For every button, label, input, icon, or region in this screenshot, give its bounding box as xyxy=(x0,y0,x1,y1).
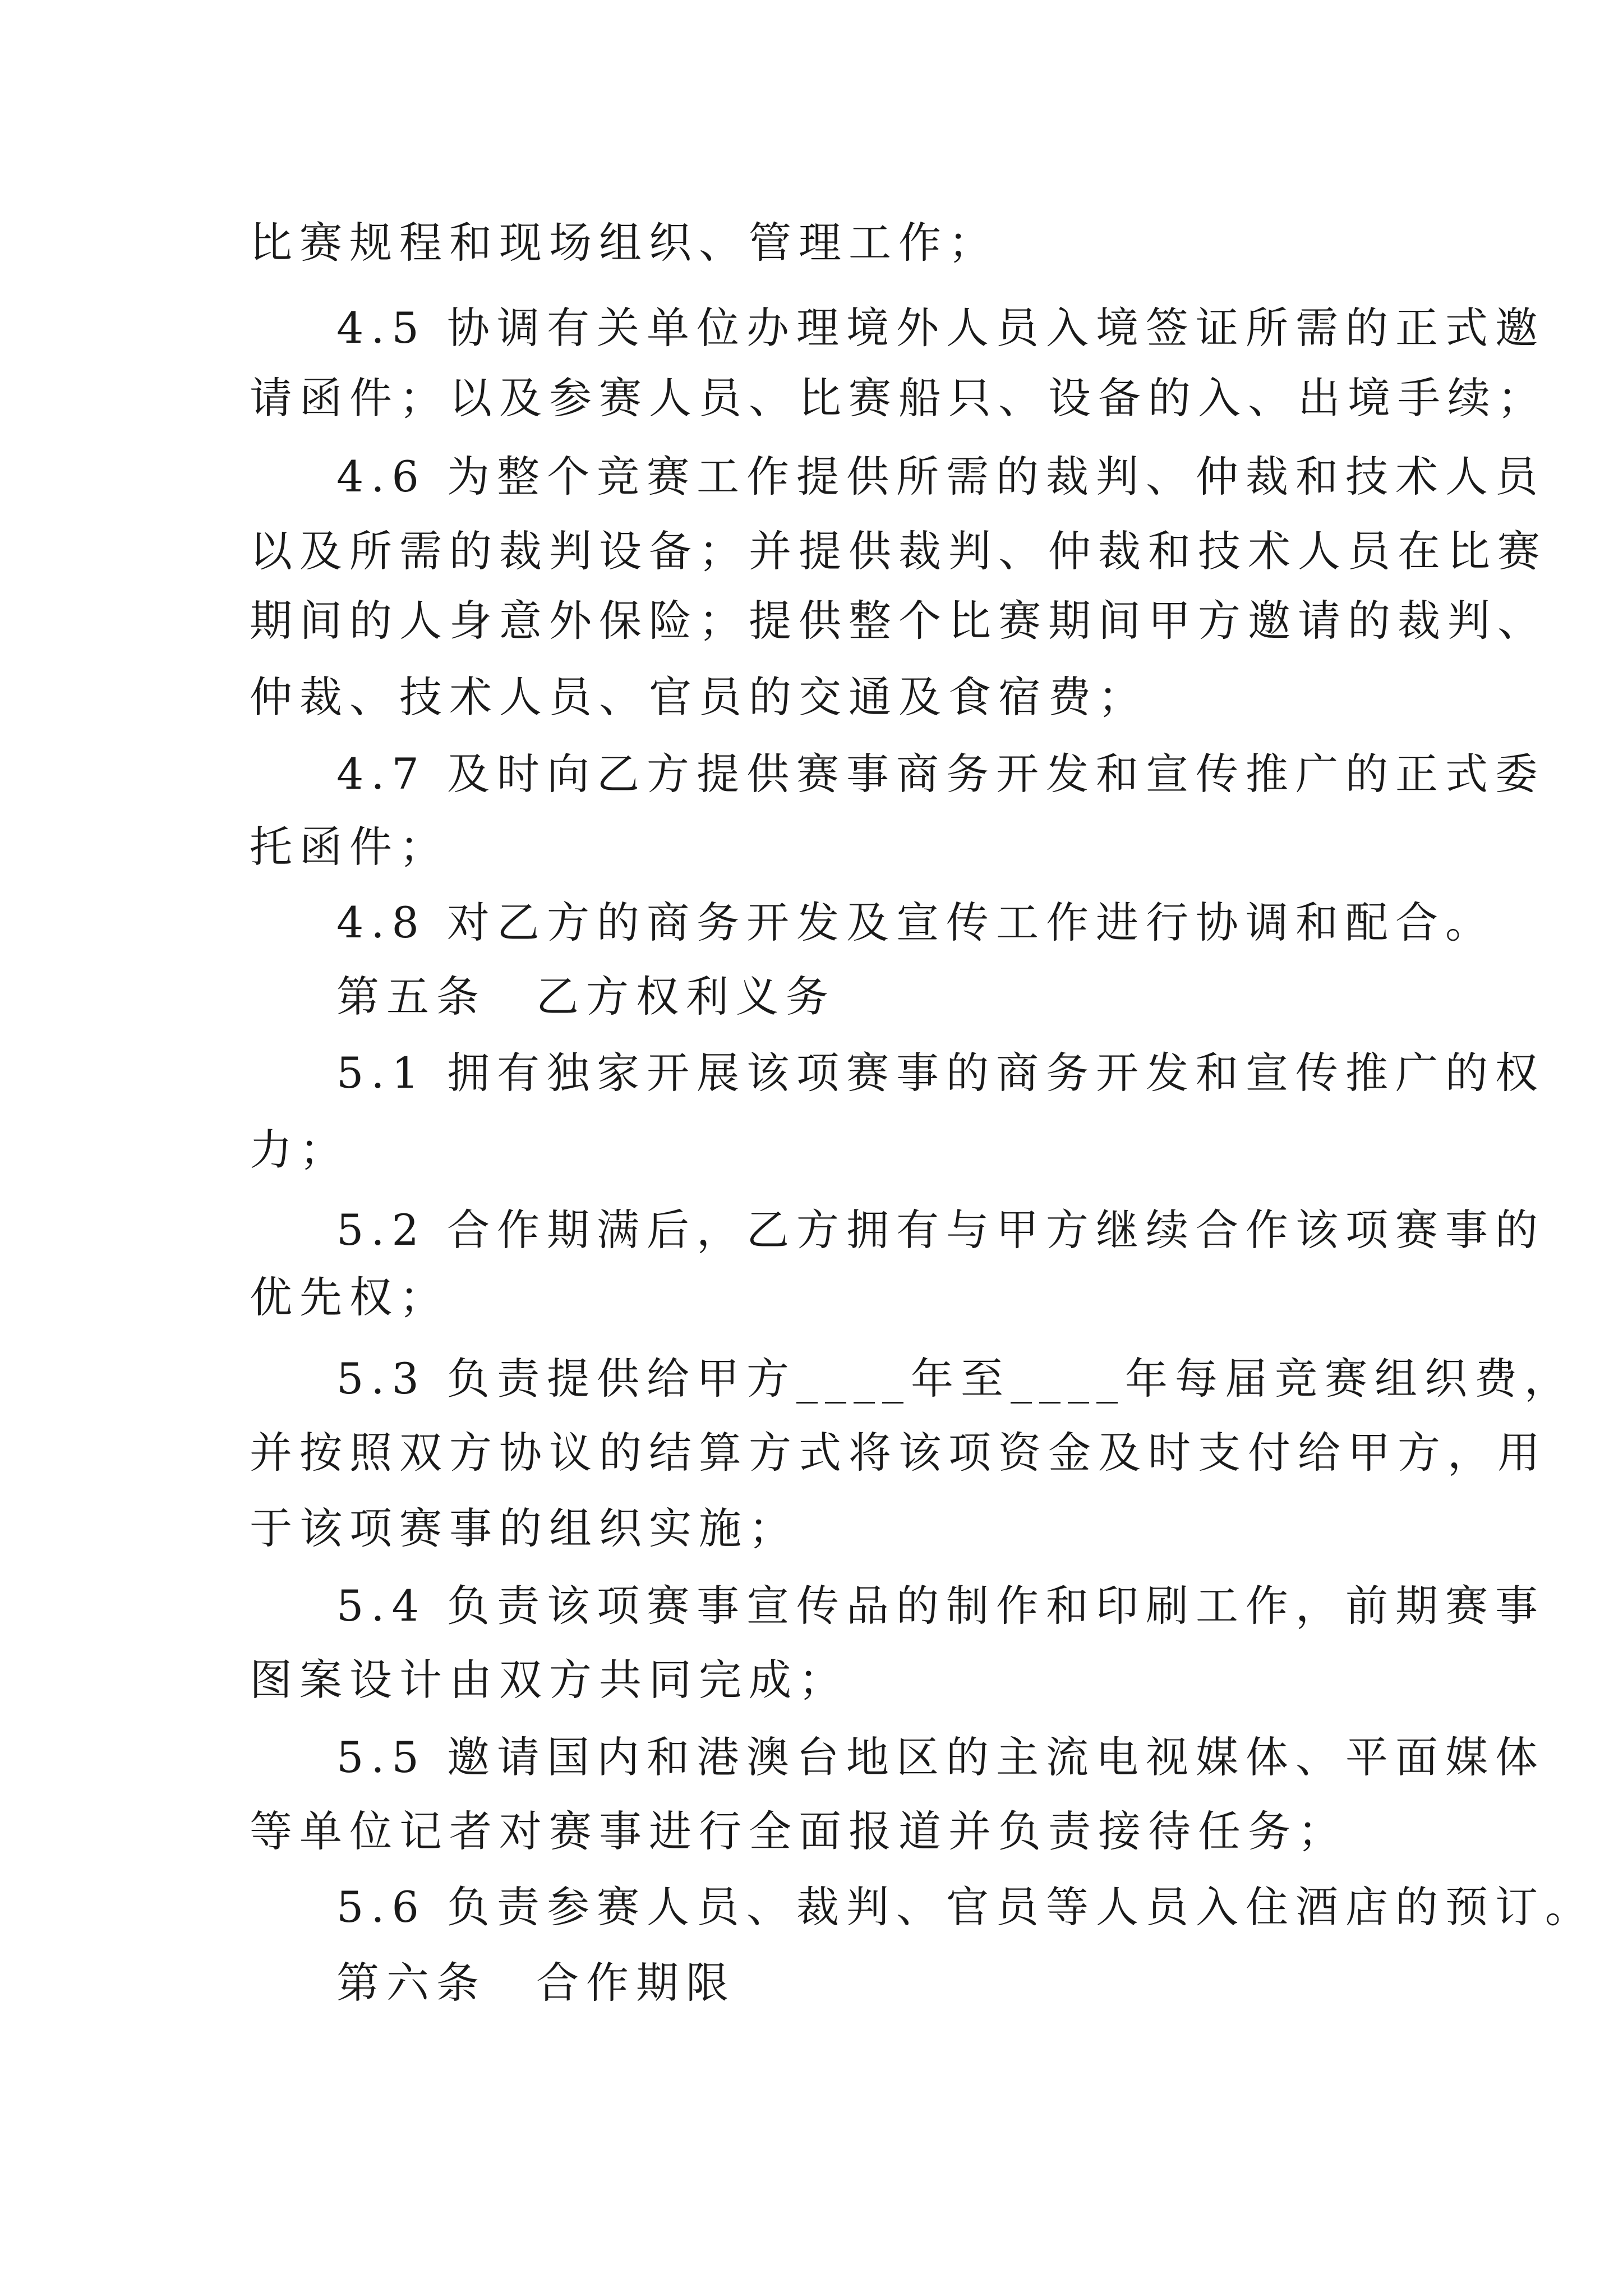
text-line: 5.1 拥有独家开展该项赛事的商务开发和宣传推广的权 xyxy=(336,1048,1546,1098)
text-line: 力； xyxy=(250,1125,349,1175)
text-line: 期间的人身意外保险；提供整个比赛期间甲方邀请的裁判、 xyxy=(250,596,1547,646)
text-line: 请函件；以及参赛人员、比赛船只、设备的入、出境手续； xyxy=(250,373,1547,423)
article-heading: 第五条 乙方权利义务 xyxy=(336,972,836,1022)
text-line: 托函件； xyxy=(250,822,449,872)
text-line: 4.8 对乙方的商务开发及宣传工作进行协调和配合。 xyxy=(336,898,1496,947)
text-line: 优先权； xyxy=(250,1272,449,1322)
text-line: 5.2 合作期满后，乙方拥有与甲方继续合作该项赛事的 xyxy=(336,1205,1546,1255)
text-line: 等单位记者对赛事进行全面报道并负责接待任务； xyxy=(250,1806,1348,1856)
text-line: 比赛规程和现场组织、管理工作； xyxy=(250,218,998,268)
text-line: 5.5 邀请国内和港澳台地区的主流电视媒体、平面媒体 xyxy=(336,1732,1546,1782)
text-line: 并按照双方协议的结算方式将该项资金及时支付给甲方，用 xyxy=(250,1428,1547,1478)
text-line: 仲裁、技术人员、官员的交通及食宿费； xyxy=(250,672,1148,722)
article-heading: 第六条 合作期限 xyxy=(336,1958,736,2008)
text-line: 5.4 负责该项赛事宣传品的制作和印刷工作，前期赛事 xyxy=(336,1581,1546,1631)
text-line: 于该项赛事的组织实施； xyxy=(250,1503,799,1553)
text-line: 4.5 协调有关单位办理境外人员入境签证所需的正式邀 xyxy=(336,303,1546,353)
text-line: 5.3 负责提供给甲方____年至____年每届竞赛组织费， xyxy=(336,1354,1575,1404)
text-line: 4.6 为整个竞赛工作提供所需的裁判、仲裁和技术人员 xyxy=(336,452,1546,501)
text-line: 以及所需的裁判设备；并提供裁判、仲裁和技术人员在比赛 xyxy=(250,526,1547,576)
text-line: 5.6 负责参赛人员、裁判、官员等人员入住酒店的预订。 xyxy=(336,1882,1596,1932)
text-line: 图案设计由双方共同完成； xyxy=(250,1655,849,1705)
text-line: 4.7 及时向乙方提供赛事商务开发和宣传推广的正式委 xyxy=(336,749,1546,799)
